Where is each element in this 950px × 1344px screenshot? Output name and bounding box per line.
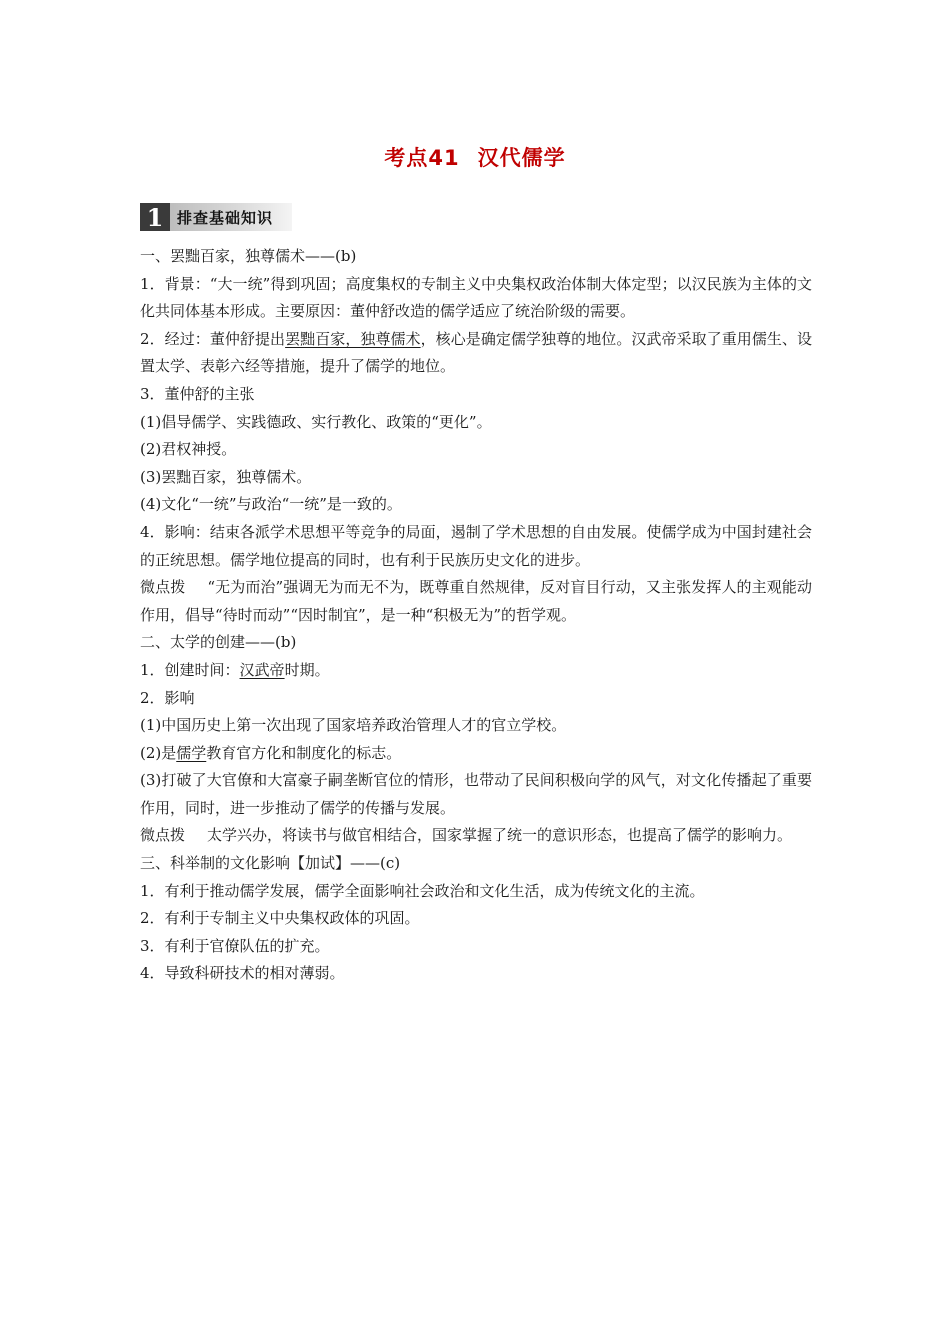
- section-header: [140, 203, 292, 231]
- list-item: [140, 740, 812, 768]
- list-item: (4)文化“一统”与政治“一统”是一致的。: [140, 495, 402, 514]
- item-underlined: 儒学: [176, 743, 207, 762]
- process-text-after: ，核心是确定儒学独尊的地位。汉武帝采取了重用儒生、设置太学、表彰六经等措施，提升了儒学的地位。: [140, 329, 812, 376]
- time-underlined: 汉武帝: [239, 660, 285, 679]
- list-item: 4．导致科研技术的相对薄弱。: [140, 964, 345, 983]
- title-prefix: 考点41: [384, 146, 460, 170]
- list-item: (1)倡导儒学、实践德政、实行教化、政策的“更化”。: [140, 412, 492, 431]
- heading-impact: 2．影响: [140, 688, 195, 707]
- heading-dong-zhongshu: 3．董仲舒的主张: [140, 384, 255, 403]
- paragraph-process: [140, 326, 812, 381]
- page-title: [0, 142, 950, 172]
- heading-section-2: 二、太学的创建——(b): [140, 633, 297, 652]
- paragraph-founding-time: [140, 657, 812, 685]
- process-text-before: 2．经过：董仲舒提出: [140, 329, 286, 348]
- note-text: 太学兴办，将读书与做官相结合，国家掌握了统一的意识形态，也提高了儒学的影响力。: [207, 826, 793, 845]
- list-item: (1)中国历史上第一次出现了国家培养政治管理人才的官立学校。: [140, 716, 567, 735]
- list-item: 3．有利于官僚队伍的扩充。: [140, 936, 330, 955]
- paragraph-background: 1．背景：“大一统”得到巩固；高度集权的专制主义中央集权政治体制大体定型；以汉民族为主体的文化共同体基本形成。主要原因：董仲舒改造的儒学适应了统治阶级的需要。: [140, 274, 812, 321]
- list-item: 2．有利于专制主义中央集权政体的巩固。: [140, 909, 420, 928]
- list-item: (3)罢黜百家，独尊儒术。: [140, 467, 312, 486]
- note-label: 微点拨: [140, 578, 186, 597]
- note-label: 微点拨: [140, 826, 186, 845]
- heading-section-3: 三、科举制的文化影响【加试】——(c): [140, 854, 401, 873]
- document-body: [140, 243, 812, 988]
- process-underlined: 罢黜百家，独尊儒术: [285, 329, 421, 348]
- list-item: (3)打破了大官僚和大富豪子嗣垄断官位的情形，也带动了民间积极向学的风气，对文化传播起了重要作用，同时，进一步推动了儒学的传播与发展。: [140, 771, 812, 817]
- section-label: 排查基础知识: [170, 203, 292, 231]
- note-paragraph: [140, 822, 812, 850]
- time-text-after: 时期。: [284, 660, 330, 679]
- paragraph-impact: 4．影响：结束各派学术思想平等竞争的局面，遏制了学术思想的自由发展。使儒学成为中国封建社会的正统思想。儒学地位提高的同时，也有利于民族历史文化的进步。: [140, 522, 812, 569]
- note-text: “无为而治”强调无为而无不为，既尊重自然规律，反对盲目行动，又主张发挥人的主观能动作用，倡导“待时而动”“因时制宜”，是一种“积极无为”的哲学观。: [140, 578, 812, 624]
- list-item: (2)君权神授。: [140, 440, 237, 459]
- note-paragraph: [140, 574, 812, 629]
- section-number: 1: [140, 203, 170, 231]
- item-text-after: 教育官方化和制度化的标志。: [206, 743, 402, 762]
- list-item: 1．有利于推动儒学发展，儒学全面影响社会政治和文化生活，成为传统文化的主流。: [140, 881, 705, 900]
- time-text-before: 1．创建时间：: [140, 660, 240, 679]
- item-text-before: (2)是: [140, 743, 177, 762]
- heading-section-1: 一、罢黜百家，独尊儒术——(b): [140, 247, 357, 265]
- title-name: 汉代儒学: [477, 146, 566, 170]
